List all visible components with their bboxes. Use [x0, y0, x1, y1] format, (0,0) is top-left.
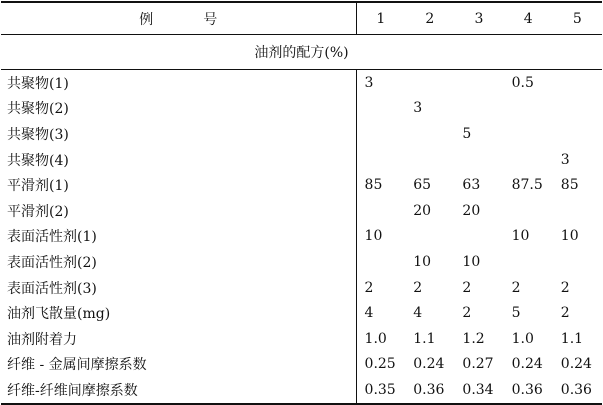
cell-value — [504, 121, 553, 147]
header-label: 例号 — [1, 2, 356, 35]
cell-value: 0.36 — [504, 377, 553, 404]
row-label: 平滑剂(2) — [1, 198, 356, 224]
cell-value — [356, 147, 405, 173]
cell-value: 5 — [462, 125, 472, 142]
table-row — [1, 249, 602, 275]
cell-value: 2 — [560, 279, 570, 296]
cell-value — [553, 121, 602, 147]
cell-value: 0.5 — [511, 74, 534, 91]
table-row — [1, 275, 602, 301]
table-row — [1, 70, 602, 96]
cell-value: 10 — [462, 253, 481, 270]
cell-value: 2 — [364, 279, 374, 296]
cell-value — [356, 198, 405, 224]
row-label: 表面活性剂(1) — [1, 224, 356, 250]
cell-value: 65 — [413, 177, 432, 194]
formulation-table-container — [1, 1, 602, 405]
cell-value — [553, 70, 602, 96]
header-col-1: 1 — [356, 2, 405, 35]
header-col-5: 5 — [553, 2, 602, 35]
row-label: 平滑剂(1) — [1, 172, 356, 198]
cell-value: 5 — [511, 305, 521, 322]
header-col-3: 3 — [454, 2, 503, 35]
cell-value — [454, 70, 503, 96]
table-row — [1, 198, 602, 224]
cell-value: 20 — [413, 202, 432, 219]
cell-value — [405, 121, 454, 147]
row-label: 表面活性剂(3) — [1, 275, 356, 301]
table-row — [1, 96, 602, 122]
cell-value: 0.34 — [454, 377, 503, 404]
cell-value: 0.35 — [356, 377, 405, 404]
cell-value: 1.0 — [364, 330, 387, 347]
cell-value: 85 — [560, 177, 579, 194]
cell-value — [405, 224, 454, 250]
cell-value — [454, 96, 503, 122]
cell-value: 87.5 — [511, 177, 543, 194]
cell-value: 0.24 — [413, 356, 445, 373]
table-row — [1, 224, 602, 250]
row-label: 共聚物(3) — [1, 121, 356, 147]
table-row — [1, 147, 602, 173]
cell-value: 2 — [560, 305, 570, 322]
cell-value: 10 — [364, 228, 383, 245]
cell-value — [356, 96, 405, 122]
cell-value: 1.1 — [413, 330, 436, 347]
cell-value: 3 — [413, 100, 423, 117]
row-label: 油剂附着力 — [1, 326, 356, 352]
cell-value — [356, 249, 405, 275]
cell-value — [504, 96, 553, 122]
cell-value: 10 — [560, 228, 579, 245]
cell-value: 63 — [462, 177, 481, 194]
row-label: 表面活性剂(2) — [1, 249, 356, 275]
row-label: 共聚物(4) — [1, 147, 356, 173]
row-label: 纤维-纤维间摩擦系数 — [1, 377, 356, 404]
row-label: 共聚物(2) — [1, 96, 356, 122]
cell-value — [405, 147, 454, 173]
cell-value — [553, 249, 602, 275]
header-col-2: 2 — [405, 2, 454, 35]
header-col-4: 4 — [504, 2, 553, 35]
cell-value: 3 — [364, 74, 374, 91]
cell-value: 10 — [413, 253, 432, 270]
cell-value: 1.2 — [462, 330, 485, 347]
cell-value — [553, 96, 602, 122]
table-row — [1, 172, 602, 198]
formulation-table — [1, 1, 602, 405]
cell-value: 0.36 — [405, 377, 454, 404]
cell-value — [504, 249, 553, 275]
cell-value: 2 — [413, 279, 423, 296]
header-row — [1, 2, 602, 35]
cell-value: 0.27 — [462, 356, 494, 373]
cell-value: 3 — [560, 151, 570, 168]
cell-value — [504, 147, 553, 173]
cell-value: 10 — [511, 228, 530, 245]
row-label: 油剂飞散量(mg) — [1, 300, 356, 326]
cell-value: 2 — [462, 305, 472, 322]
cell-value: 1.1 — [560, 330, 584, 347]
table-row — [1, 377, 602, 404]
section-title: 油剂的配方(%) — [1, 35, 602, 70]
cell-value — [405, 70, 454, 96]
section-row — [1, 35, 602, 70]
cell-value: 0.36 — [553, 377, 602, 404]
cell-value — [454, 224, 503, 250]
cell-value — [504, 198, 553, 224]
cell-value: 4 — [413, 305, 423, 322]
cell-value — [454, 147, 503, 173]
row-label: 共聚物(1) — [1, 70, 356, 96]
cell-value: 2 — [462, 279, 472, 296]
cell-value: 2 — [511, 279, 521, 296]
cell-value: 85 — [364, 177, 383, 194]
cell-value: 0.24 — [560, 356, 592, 373]
cell-value — [356, 121, 405, 147]
cell-value: 1.0 — [511, 330, 534, 347]
table-row — [1, 352, 602, 378]
cell-value — [553, 198, 602, 224]
cell-value: 0.25 — [364, 356, 396, 373]
table-row — [1, 300, 602, 326]
table-row — [1, 121, 602, 147]
cell-value: 4 — [364, 305, 374, 322]
cell-value: 20 — [462, 202, 481, 219]
table-row — [1, 326, 602, 352]
cell-value: 0.24 — [511, 356, 543, 373]
row-label: 纤维 - 金属间摩擦系数 — [1, 352, 356, 378]
